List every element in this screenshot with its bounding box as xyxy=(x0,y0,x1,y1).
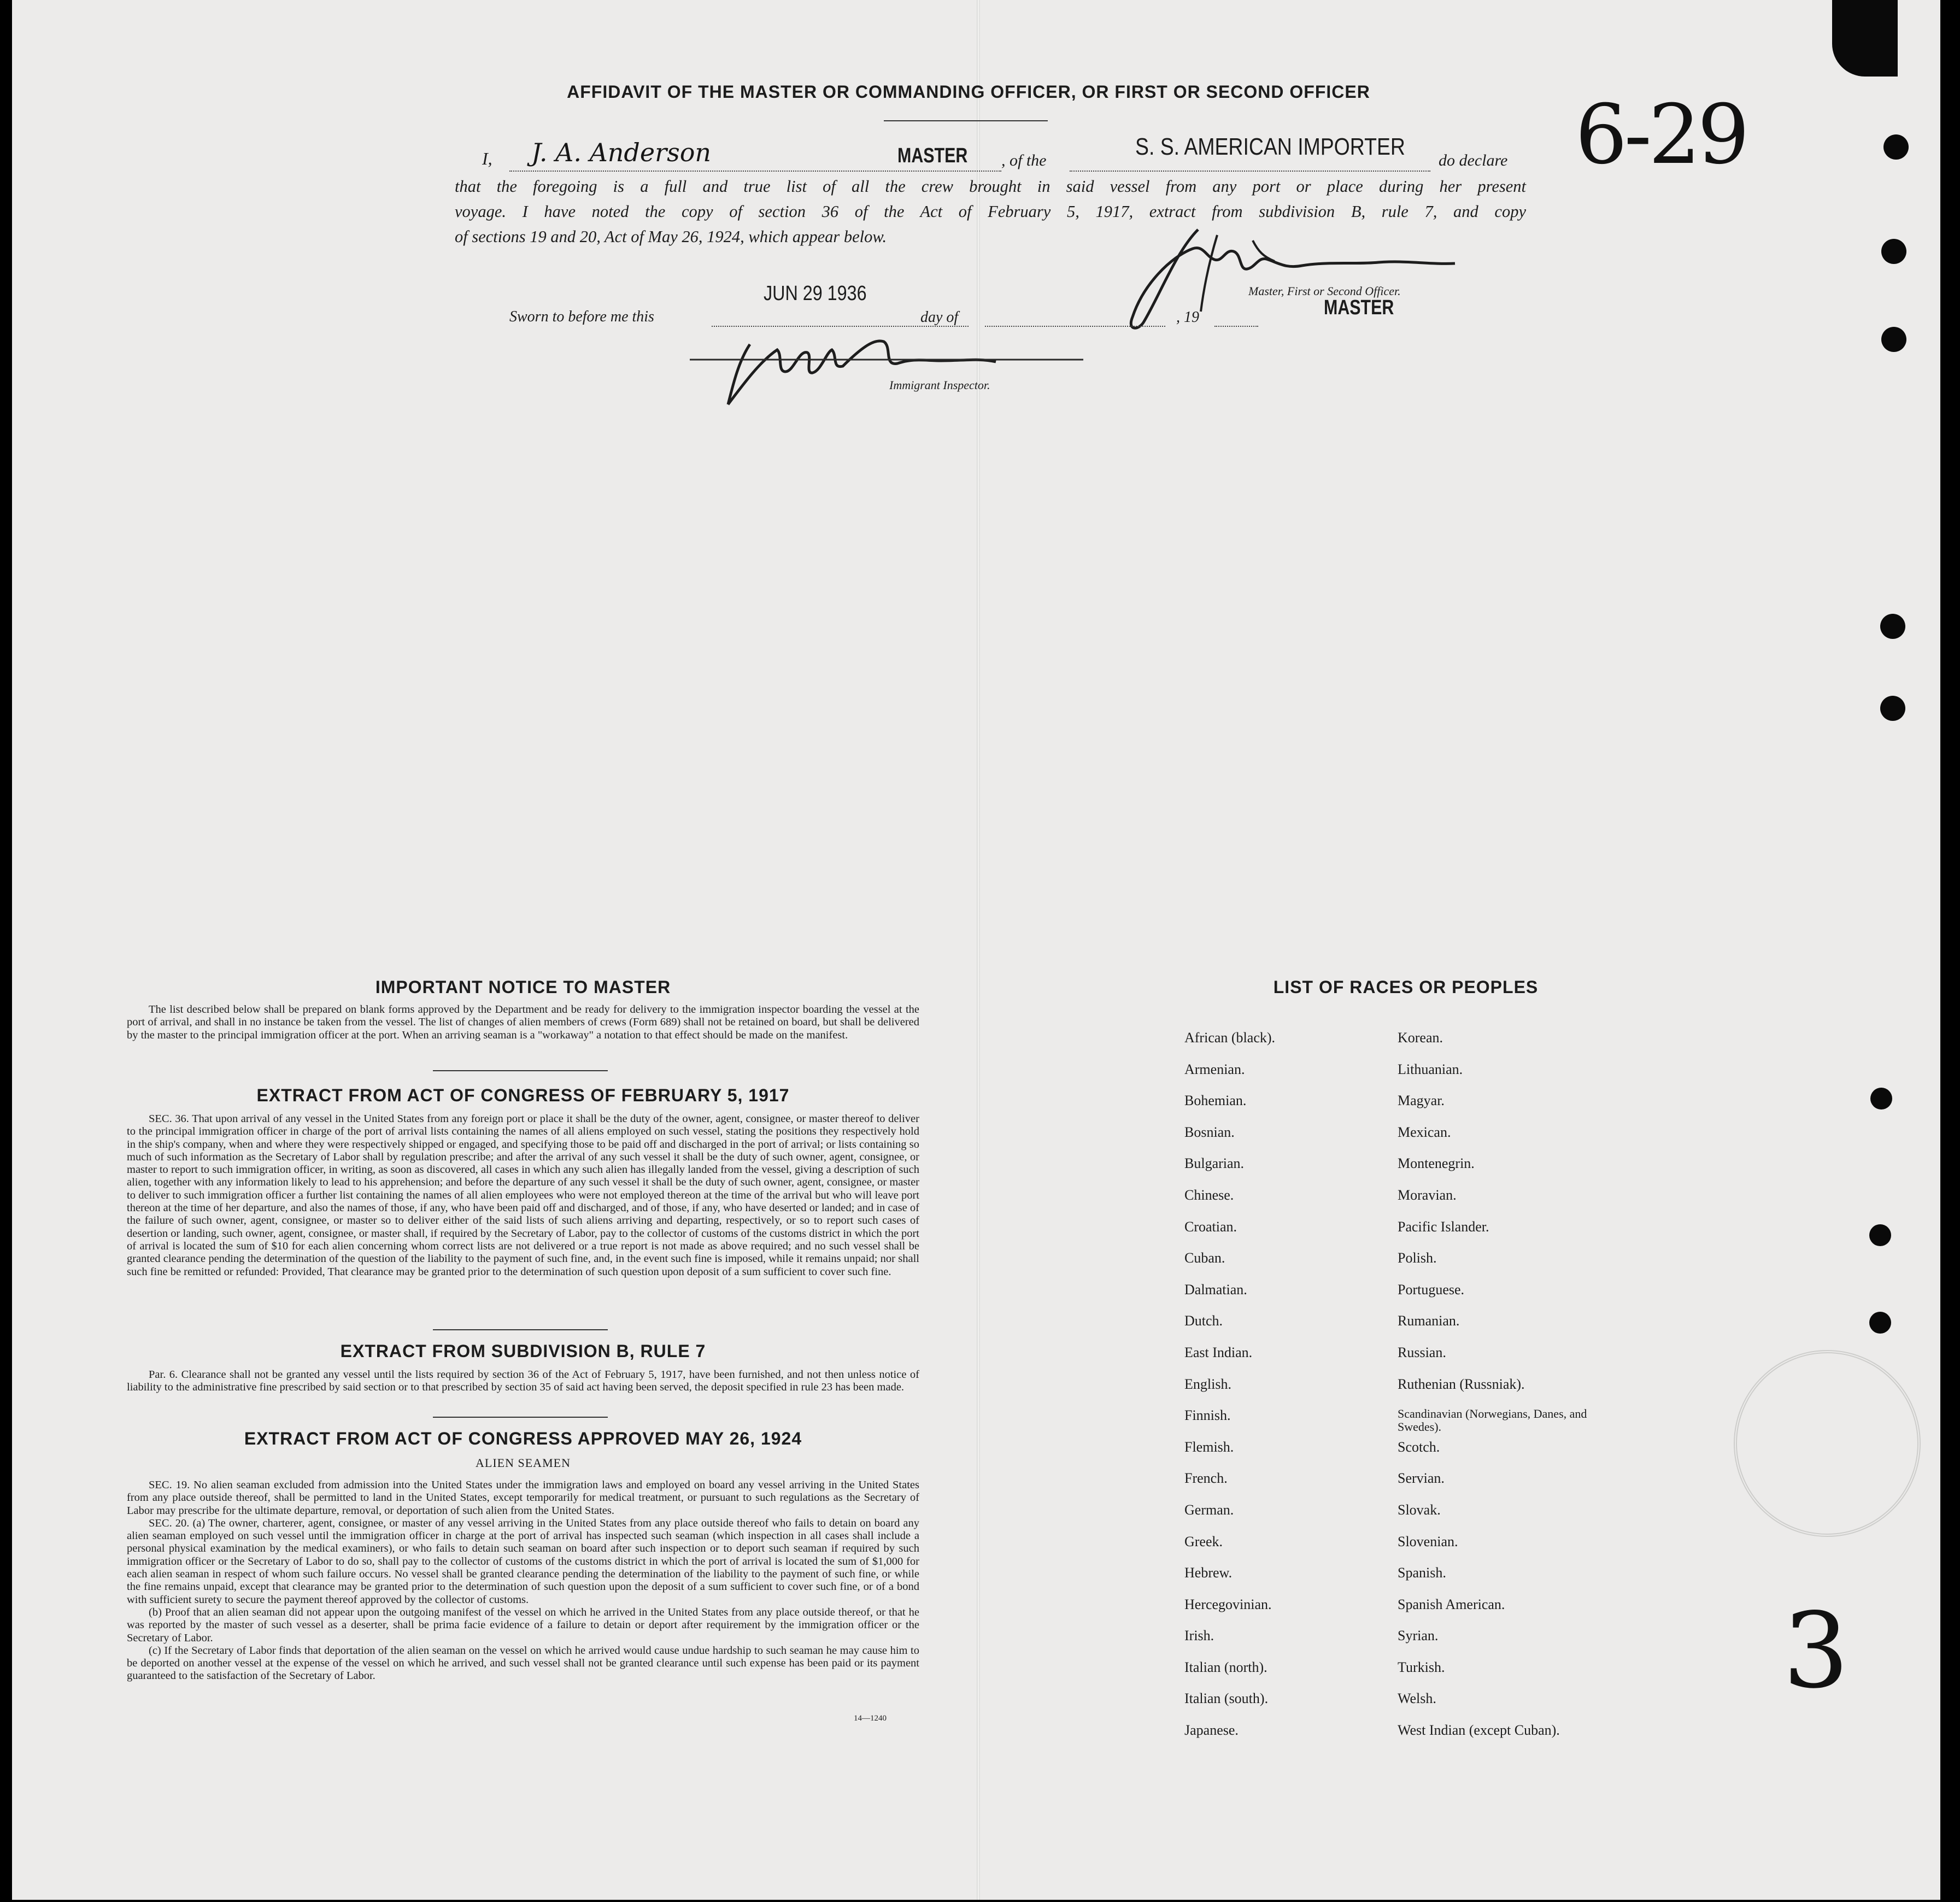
race-left: Dutch. xyxy=(1184,1313,1223,1329)
races-row xyxy=(1184,1407,1627,1439)
race-left: African (black). xyxy=(1184,1030,1276,1046)
race-right: West Indian (except Cuban). xyxy=(1398,1722,1560,1739)
margin-note-top: 6-29 xyxy=(1575,87,1746,183)
races-row xyxy=(1184,1282,1627,1313)
of-the-label: , of the xyxy=(1001,151,1047,169)
race-left: Chinese. xyxy=(1184,1187,1234,1203)
race-left: German. xyxy=(1184,1501,1234,1518)
race-right: Spanish American. xyxy=(1398,1596,1505,1612)
race-left: Cuban. xyxy=(1184,1250,1225,1266)
divider-1 xyxy=(433,1070,608,1071)
sec-20a-text: SEC. 20. (a) The owner, charterer, agent, consignee, or master of any vessel arriving in the United States from any place outside thereof who fails to detain on board any alien seaman employed on such vessel until the immigration officer in charge at the port of arrival has inspected such seaman (which inspection in all cases shall include a personal physical examination by the medical examiners), or who fails to detain such seaman on board after such inspection or to deport such seaman if required by such immigration officer or the Secretary of Labor to do so, shall pay to the collector of customs of the customs district in which the port of arrival is located the sum of $1,000 for each alien seaman in respect of whom such failure occurs. No vessel shall be granted clearance pending the determination of the liability to the payment of such fine, or while the fine remains unpaid, except that clearance may be granted prior to the determination of such question upon the deposit of a sum sufficient to cover such fine, or of a bond with sufficient surety to secure the payment thereof approved by the collector of customs. xyxy=(127,1517,919,1606)
race-right: Welsh. xyxy=(1398,1690,1436,1707)
punch-hole xyxy=(1881,239,1906,264)
races-row xyxy=(1184,1219,1627,1251)
notice-text: The list described below shall be prepared on blank forms approved by the Department and be ready for delivery to the immigration inspector boarding the vessel at the port of arrival, and shall in no instance be taken from the vessel. The list of changes of alien members of crews (Form 689) shall not be retained on board, but shall be delivered by the master to the principal immigration officer at the port. When an arriving seaman is a "workaway" a notation to that effect should be made on the manifest. xyxy=(127,1003,919,1041)
affidavit-prefix: I, xyxy=(482,149,492,168)
name-blank xyxy=(509,171,1001,172)
affidavit-line-4: of sections 19 and 20, Act of May 26, 1924, which appear below. xyxy=(455,227,887,246)
races-row xyxy=(1184,1565,1627,1596)
race-left: Hebrew. xyxy=(1184,1565,1233,1581)
extract-1917-title: EXTRACT FROM ACT OF CONGRESS OF FEBRUARY 5, 1917 xyxy=(256,1085,790,1105)
punch-hole xyxy=(1883,134,1909,160)
affidavit-title: AFFIDAVIT OF THE MASTER OR COMMANDING OFFICER, OR FIRST OR SECOND OFFICER xyxy=(567,82,1370,102)
race-left: Italian (north). xyxy=(1184,1659,1267,1675)
divider-2 xyxy=(433,1329,608,1330)
punch-hole xyxy=(1869,1312,1891,1334)
signer-stamp: MASTER xyxy=(1324,296,1394,319)
rule7-title: EXTRACT FROM SUBDIVISION B, RULE 7 xyxy=(340,1341,706,1361)
races-row xyxy=(1184,1502,1627,1534)
vessel-blank xyxy=(1070,171,1430,172)
margin-note-bottom: 3 xyxy=(1783,1590,1849,1711)
race-left: Italian (south). xyxy=(1184,1690,1269,1707)
sec-20c-text: (c) If the Secretary of Labor finds that deportation of the alien seaman on the vessel on which he arrived would cause undue hardship to such seaman he may cause him to be deported on another vessel at the expense of the vessel on which he arrived, and such vessel shall not be granted clearance until such expense has been paid or its payment guaranteed to the satisfaction of the Secretary of Labor. xyxy=(127,1644,919,1682)
race-right: Rumanian. xyxy=(1398,1313,1460,1329)
races-row xyxy=(1184,1659,1627,1691)
race-right: Moravian. xyxy=(1398,1187,1457,1203)
race-right: Spanish. xyxy=(1398,1565,1446,1581)
race-right: Syrian. xyxy=(1398,1628,1439,1644)
day-of-label: day of xyxy=(920,309,959,326)
year-blank xyxy=(1214,326,1258,327)
page-fold xyxy=(977,0,980,1900)
title-divider xyxy=(884,120,1048,121)
race-left: Hercegovinian. xyxy=(1184,1596,1272,1612)
torn-corner xyxy=(1832,0,1898,77)
race-right: Portuguese. xyxy=(1398,1281,1465,1298)
extract-1924-title: EXTRACT FROM ACT OF CONGRESS APPROVED MAY 26, 1924 xyxy=(244,1429,802,1448)
notice-title: IMPORTANT NOTICE TO MASTER xyxy=(375,977,671,997)
races-row xyxy=(1184,1030,1627,1061)
signer-caption: Master, First or Second Officer. xyxy=(1248,284,1401,298)
race-right: Slovenian. xyxy=(1398,1533,1458,1549)
race-left: Armenian. xyxy=(1184,1061,1245,1077)
races-row xyxy=(1184,1345,1627,1376)
month-blank xyxy=(985,326,1165,327)
races-row xyxy=(1184,1155,1627,1187)
race-left: English. xyxy=(1184,1376,1231,1392)
punch-hole xyxy=(1880,696,1905,721)
race-left: Bohemian. xyxy=(1184,1093,1247,1109)
race-right: Pacific Islander. xyxy=(1398,1218,1489,1235)
embossed-seal xyxy=(1734,1350,1921,1537)
race-right: Korean. xyxy=(1398,1030,1443,1046)
race-right: Mexican. xyxy=(1398,1124,1451,1140)
races-title: LIST OF RACES OR PEOPLES xyxy=(1273,977,1539,997)
race-left: Dalmatian. xyxy=(1184,1281,1247,1298)
race-right: Magyar. xyxy=(1398,1093,1445,1109)
race-right: Russian. xyxy=(1398,1344,1446,1360)
punch-hole xyxy=(1880,614,1905,639)
races-row xyxy=(1184,1093,1627,1124)
extract-1917-text: SEC. 36. That upon arrival of any vessel in the United States from any foreign port or place it shall be the duty of the owner, agent, consignee, or master thereof to deliver to the principal immigration officer in charge of the port of arrival lists containing the names of all aliens employed on such vessel, stating the positions they respectively hold in the ship's company, when and where they were respectively shipped or engaged, and specifying those to be paid off and discharged in the port of arrival; or lists containing so much of such information as the Secretary of Labor shall by regulation prescribe; and after the arrival of any such vessel it shall be the duty of such owner, agent, consignee, or master to report to such immigration officer, in writing, as soon as discovered, all cases in which any such alien has illegally landed from the vessel, giving a description of such alien, together with any information likely to lead to his apprehension; and before the departure of any such vessel it shall be the duty of such owner, agent, consignee, or master to deliver to such immigration officer a further list containing the names of all alien employees who were not employed thereon at the time of the arrival but who will leave port thereon at the time of her departure, and also the names of those, if any, who have been paid off and discharged, and of those, if any, who have deserted or landed; and in case of the failure of such owner, agent, consignee, or master so to deliver either of the said lists of such aliens arriving and departing, respectively, or so to report such cases of desertion or landing, such owner, agent, consignee, or master shall, if required by the Secretary of Labor, pay to the collector of customs of the customs district in which the port of arrival is located the sum of $10 for each alien concerning whom correct lists are not delivered or a true report is not made as above required; and no such vessel shall be granted clearance pending the determination of the question of the liability to the payment of such fine, and, in the event such fine is imposed, while it remains unpaid; nor shall such fine be remitted or refunded: Provided, That clearance may be granted prior to the determination of such question upon deposit of a sum sufficient to cover such fine. xyxy=(127,1113,919,1278)
races-row xyxy=(1184,1313,1627,1345)
rule7-text: Par. 6. Clearance shall not be granted any vessel until the lists required by section 36 of the Act of February 5, 1917, have been furnished, and not then unless notice of liability to the administrative fine prescribed by said section or to that prescribed by section 35 of said act having been served, the deposit specified in rule 23 has been made. xyxy=(127,1369,919,1394)
races-row xyxy=(1184,1470,1627,1502)
races-row xyxy=(1184,1124,1627,1156)
race-right: Scandinavian (Norwegians, Danes, and Swedes). xyxy=(1398,1407,1587,1434)
race-right: Slovak. xyxy=(1398,1501,1441,1518)
inspector-caption: Immigrant Inspector. xyxy=(889,378,990,392)
race-right: Montenegrin. xyxy=(1398,1155,1475,1172)
race-left: Flemish. xyxy=(1184,1439,1234,1455)
races-row xyxy=(1184,1534,1627,1565)
races-row xyxy=(1184,1250,1627,1282)
race-left: Greek. xyxy=(1184,1533,1223,1549)
race-left: East Indian. xyxy=(1184,1344,1253,1360)
punch-hole xyxy=(1869,1224,1891,1246)
extract-1924-subtitle: ALIEN SEAMEN xyxy=(476,1456,571,1470)
rank-stamp: MASTER xyxy=(897,144,968,167)
master-name: J. A. Anderson xyxy=(531,138,712,167)
race-right: Polish. xyxy=(1398,1250,1437,1266)
races-table xyxy=(1184,1030,1627,1754)
race-right: Lithuanian. xyxy=(1398,1061,1463,1077)
form-number: 14—1240 xyxy=(854,1714,887,1723)
races-row xyxy=(1184,1439,1627,1471)
race-right: Turkish. xyxy=(1398,1659,1445,1675)
races-row xyxy=(1184,1628,1627,1659)
document-page xyxy=(12,0,1940,1900)
races-row xyxy=(1184,1376,1627,1408)
sec-19-text: SEC. 19. No alien seaman excluded from admission into the United States under the immigration laws and employed on board any vessel arriving in the United States from any place outside thereof, shall be permitted to land in the United States, except temporarily for medical treatment, or pursuant to such regulations as the Secretary of Labor may prescribe for the ultimate departure, removal, or deportation of such alien from the United States. xyxy=(127,1479,919,1517)
punch-hole xyxy=(1881,327,1906,352)
sec-20b-text: (b) Proof that an alien seaman did not appear upon the outgoing manifest of the vessel on which he arrived in the United States from any place outside thereof, or that he was reported by the master of such vessel as a deserter, shall be prima facie evidence of a failure to detain or deport after requirement by the immigration officer or the Secretary of Labor. xyxy=(127,1606,919,1644)
race-left: Japanese. xyxy=(1184,1722,1239,1739)
races-row xyxy=(1184,1690,1627,1722)
extract-1924-body xyxy=(127,1479,919,1683)
vessel-name: S. S. AMERICAN IMPORTER xyxy=(1135,133,1405,160)
sworn-label: Sworn to before me this xyxy=(509,308,654,325)
races-row xyxy=(1184,1187,1627,1219)
race-left: Finnish. xyxy=(1184,1407,1231,1424)
race-left: Croatian. xyxy=(1184,1218,1237,1235)
races-row xyxy=(1184,1722,1627,1754)
race-left: Bosnian. xyxy=(1184,1124,1235,1140)
race-right: Ruthenian (Russniak). xyxy=(1398,1376,1525,1392)
race-left: French. xyxy=(1184,1470,1228,1487)
race-right: Scotch. xyxy=(1398,1439,1440,1455)
races-row xyxy=(1184,1061,1627,1093)
race-left: Irish. xyxy=(1184,1628,1214,1644)
divider-3 xyxy=(433,1417,608,1418)
affidavit-line-3: voyage. I have noted the copy of section 36 of the Act of February 5, 1917, extract from subdivision B, rule 7, and copy xyxy=(455,202,1526,221)
punch-hole xyxy=(1870,1088,1892,1110)
affidavit-line-2: that the foregoing is a full and true list of all the crew brought in said vessel from any port or place during her present xyxy=(455,177,1526,196)
race-right: Servian. xyxy=(1398,1470,1445,1487)
inspector-signature xyxy=(668,328,1105,415)
races-row xyxy=(1184,1596,1627,1628)
year-label: , 19 xyxy=(1176,309,1199,326)
sworn-date-stamp: JUN 29 1936 xyxy=(764,282,867,305)
do-declare-label: do declare xyxy=(1439,151,1508,169)
race-left: Bulgarian. xyxy=(1184,1155,1245,1172)
